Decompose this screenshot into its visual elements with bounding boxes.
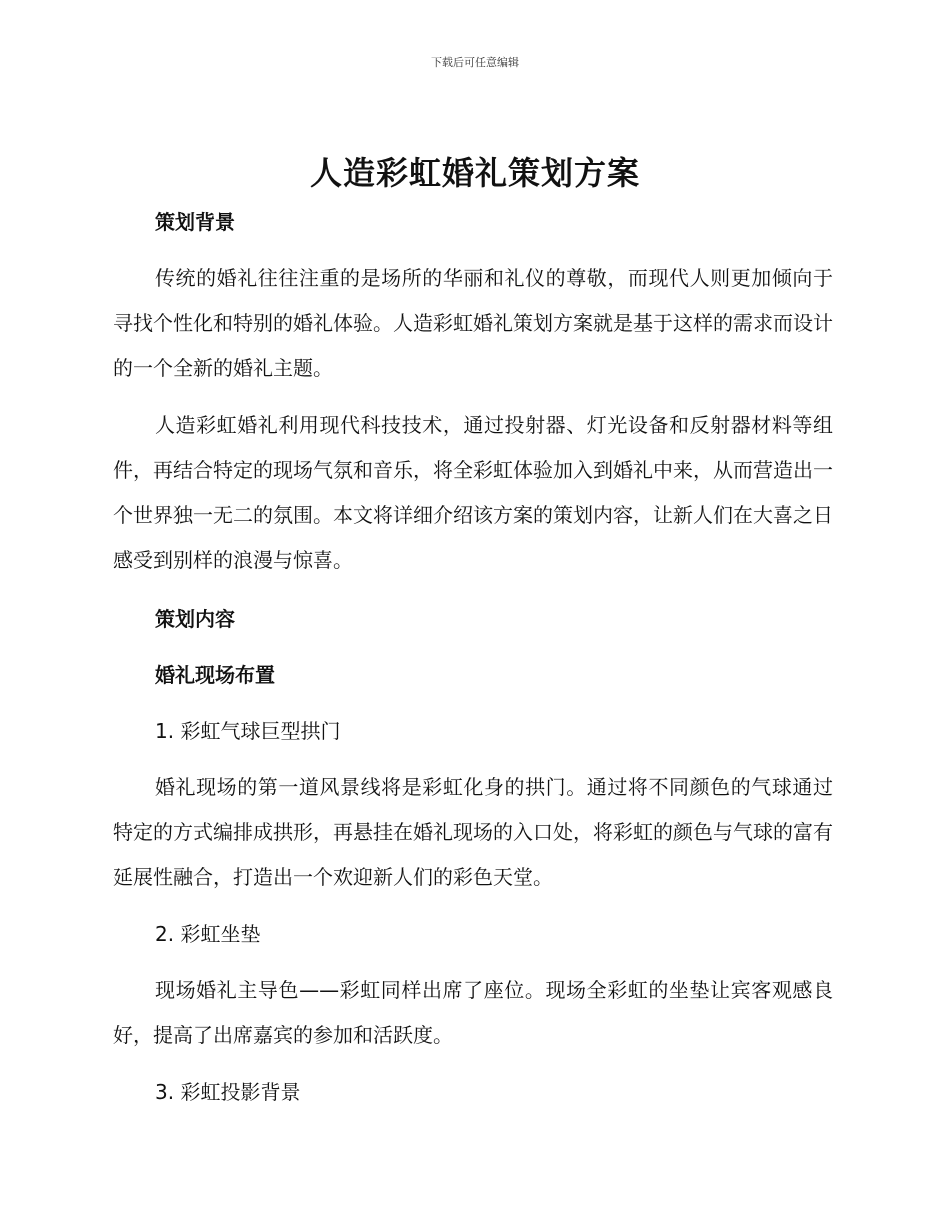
paragraph-item-1: 婚礼现场的第一道风景线将是彩虹化身的拱门。通过将不同颜色的气球通过特定的方式编排成拱形，再悬挂在婚礼现场的入口处，将彩虹的颜色与气球的富有延展性融合，打造出一个欢迎新人们的彩色天堂。 bbox=[113, 775, 833, 889]
document-body bbox=[113, 200, 833, 1114]
header-note: 下载后可任意编辑 bbox=[431, 56, 519, 69]
section-heading-content: 策划内容 bbox=[155, 607, 235, 631]
list-item-title-2: 2. 彩虹坐垫 bbox=[155, 922, 261, 946]
paragraph-background-1: 传统的婚礼往往注重的是场所的华丽和礼仪的尊敬，而现代人则更加倾向于寻找个性化和特别的婚礼体验。人造彩虹婚礼策划方案就是基于这样的需求而设计的一个全新的婚礼主题。 bbox=[113, 266, 833, 380]
paragraph-background-2: 人造彩虹婚礼利用现代科技技术，通过投射器、灯光设备和反射器材料等组件，再结合特定的现场气氛和音乐，将全彩虹体验加入到婚礼中来，从而营造出一个世界独一无二的氛围。本文将详细介绍该方案的策划内容，让新人们在大喜之日感受到别样的浪漫与惊喜。 bbox=[113, 413, 833, 572]
paragraph-item-2: 现场婚礼主导色——彩虹同样出席了座位。现场全彩虹的坐垫让宾客观感良好，提高了出席嘉宾的参加和活跃度。 bbox=[113, 978, 833, 1047]
document-title: 人造彩虹婚礼策划方案 bbox=[309, 154, 640, 192]
list-item-title-3: 3. 彩虹投影背景 bbox=[155, 1080, 301, 1104]
section-heading-background: 策划背景 bbox=[155, 210, 235, 234]
list-item-title-1: 1. 彩虹气球巨型拱门 bbox=[155, 719, 341, 743]
section-heading-venue: 婚礼现场布置 bbox=[155, 663, 275, 687]
